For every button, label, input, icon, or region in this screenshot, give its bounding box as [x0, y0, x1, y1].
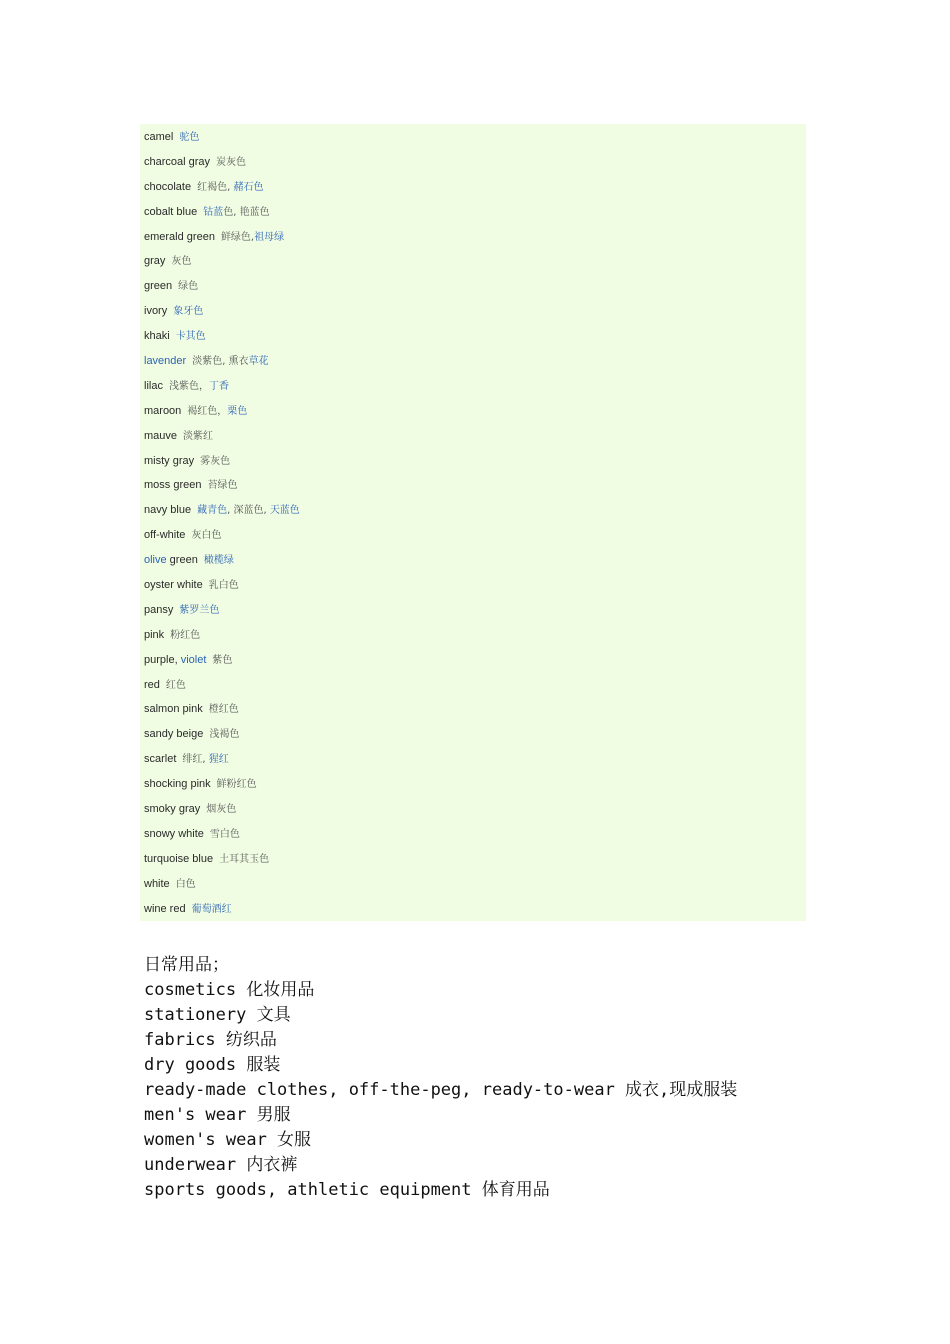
color-entry	[144, 522, 300, 547]
color-term-text: snowy white	[144, 827, 204, 840]
color-term-english	[144, 181, 191, 193]
daily-goods-item: underwear 内衣裤	[144, 1155, 298, 1175]
daily-goods-item: women's wear 女服	[144, 1130, 312, 1150]
translation-link[interactable]: 卡其色	[175, 331, 206, 343]
color-term-english	[144, 853, 213, 865]
color-entry	[144, 721, 300, 746]
color-term-text: emerald green	[144, 230, 215, 243]
color-term-english	[144, 803, 200, 815]
color-term-chinese	[221, 232, 284, 243]
translation-text: 淡紫红	[183, 430, 214, 442]
color-term-english	[144, 529, 185, 541]
color-term-text: green	[144, 280, 173, 293]
translation-link[interactable]: 天蓝色	[269, 505, 300, 517]
translation-text: 绯红,	[182, 754, 209, 766]
color-term-english	[144, 206, 197, 218]
color-term-english	[144, 878, 170, 890]
daily-goods-heading: 日常用品；	[144, 955, 229, 975]
color-term-chinese	[170, 630, 200, 641]
color-term-text: green	[166, 554, 198, 567]
color-term-link[interactable]: lavender	[144, 355, 187, 368]
translation-text: 白色	[175, 878, 196, 890]
color-term-text: maroon	[144, 404, 182, 417]
color-term-chinese	[169, 381, 229, 392]
color-term-english	[144, 753, 176, 765]
color-term-chinese	[217, 779, 257, 790]
translation-text: 苔绿色	[207, 480, 238, 492]
color-term-text: oyster white	[144, 579, 203, 592]
daily-goods-item: dry goods 服装	[144, 1055, 281, 1075]
color-term-chinese	[203, 207, 269, 218]
daily-goods-section	[144, 953, 737, 1203]
translation-text: 绿色	[178, 281, 199, 293]
color-entry	[144, 149, 300, 174]
daily-goods-item: fabrics 纺织品	[144, 1030, 277, 1050]
translation-text: 灰色	[171, 256, 192, 268]
translation-link[interactable]: 钴蓝	[203, 206, 224, 218]
daily-goods-item: ready-made clothes, off-the-peg, ready-to-wear 成衣,现成服装	[144, 1080, 738, 1100]
color-entry	[144, 224, 300, 249]
color-term-english	[144, 903, 186, 915]
color-entry	[144, 672, 300, 697]
color-entry	[144, 248, 300, 273]
color-term-text: salmon pink	[144, 703, 203, 716]
color-term-text: gray	[144, 255, 166, 268]
color-term-text: smoky gray	[144, 803, 201, 816]
color-term-chinese	[200, 456, 230, 467]
color-term-english	[144, 355, 186, 367]
translation-link[interactable]: 草花	[248, 356, 269, 368]
translation-text: 粉红色	[170, 629, 201, 641]
color-term-link[interactable]: olive	[144, 554, 167, 567]
color-term-text: sandy beige	[144, 728, 204, 741]
color-term-english	[144, 778, 211, 790]
color-term-chinese	[166, 680, 186, 691]
color-term-chinese	[178, 281, 198, 292]
color-term-text: mauve	[144, 429, 178, 442]
translation-text: 土耳其玉色	[219, 853, 270, 865]
translation-text: 浅褐色	[209, 729, 240, 741]
translation-text: 淡紫色, 熏衣	[192, 356, 249, 368]
translation-text: 雪白色	[209, 828, 240, 840]
color-term-english	[144, 131, 173, 143]
color-term-text: red	[144, 678, 160, 691]
color-term-text: ivory	[144, 305, 168, 318]
color-term-english	[144, 405, 181, 417]
translation-link[interactable]: 猩红	[208, 754, 229, 766]
color-term-english	[144, 156, 210, 168]
color-term-english	[144, 828, 204, 840]
translation-link[interactable]: 驼色	[179, 132, 200, 143]
color-term-chinese	[207, 480, 237, 491]
color-term-chinese	[176, 331, 206, 342]
translation-link[interactable]: 栗色	[227, 405, 248, 417]
daily-goods-item: men's wear 男服	[144, 1105, 291, 1125]
color-term-english	[144, 255, 165, 267]
color-term-chinese	[209, 704, 239, 715]
color-term-english	[144, 504, 191, 516]
translation-link[interactable]: 象牙色	[173, 306, 204, 318]
color-entry	[144, 298, 300, 323]
translation-text: 乳白色	[208, 580, 239, 592]
translation-link[interactable]: 紫罗兰色	[179, 604, 220, 616]
color-entry	[144, 472, 300, 497]
color-term-link[interactable]: violet	[180, 653, 207, 666]
color-term-english	[144, 579, 203, 591]
color-term-english	[144, 728, 203, 740]
color-term-english	[144, 380, 163, 392]
translation-text: 烟灰色	[206, 804, 237, 816]
color-entry	[144, 423, 300, 448]
color-term-english	[144, 679, 160, 691]
daily-goods-item: sports goods, athletic equipment 体育用品	[144, 1180, 550, 1200]
color-term-text: pink	[144, 628, 165, 641]
translation-text: 炭灰色	[216, 156, 247, 168]
color-term-text: white	[144, 877, 170, 890]
color-term-chinese	[171, 256, 191, 267]
color-term-chinese	[219, 854, 269, 865]
color-term-chinese	[187, 406, 247, 417]
translation-text: 鲜粉红色	[216, 779, 257, 791]
translation-link[interactable]: 橄榄绿	[203, 555, 234, 567]
daily-goods-list	[144, 978, 737, 1203]
color-term-text: shocking pink	[144, 778, 211, 791]
color-entry	[144, 647, 300, 672]
color-entry	[144, 597, 300, 622]
translation-text: 雾灰色	[200, 455, 231, 467]
color-term-text: lilac	[144, 379, 163, 392]
color-entry	[144, 696, 300, 721]
color-entry	[144, 771, 300, 796]
color-entry	[144, 323, 300, 348]
color-term-chinese	[182, 754, 228, 765]
translation-link[interactable]: 祖母绿	[254, 231, 285, 243]
color-term-english	[144, 604, 173, 616]
translation-text: 紫色	[212, 654, 233, 666]
color-term-chinese	[210, 829, 240, 840]
color-term-chinese	[206, 804, 236, 815]
color-term-text: scarlet	[144, 753, 177, 766]
color-term-english	[144, 554, 198, 566]
color-term-english	[144, 629, 164, 641]
color-list	[144, 124, 300, 921]
translation-text: 浅紫色，	[168, 380, 209, 392]
color-entry	[144, 199, 300, 224]
daily-goods-item: stationery 文具	[144, 1005, 291, 1025]
color-entry	[144, 124, 300, 149]
color-term-text: wine red	[144, 902, 186, 915]
color-term-chinese	[209, 580, 239, 591]
translation-text: 色, 艳蓝色	[223, 206, 270, 218]
translation-text: 红色	[165, 679, 186, 691]
translation-text: 灰白色	[191, 530, 222, 542]
color-term-text: purple,	[144, 653, 181, 666]
translation-text: 褐红色，	[187, 405, 228, 417]
color-term-chinese	[192, 904, 232, 915]
color-term-text: misty gray	[144, 454, 195, 467]
color-entry	[144, 348, 300, 373]
color-entry	[144, 373, 300, 398]
color-term-chinese	[173, 306, 203, 317]
color-term-english	[144, 703, 203, 715]
color-entry	[144, 547, 300, 572]
color-term-chinese	[183, 431, 213, 442]
color-entry	[144, 398, 300, 423]
color-term-text: moss green	[144, 479, 202, 492]
color-entry	[144, 746, 300, 771]
color-term-text: camel	[144, 131, 174, 143]
color-entry	[144, 622, 300, 647]
color-term-text: turquoise blue	[144, 852, 214, 865]
color-entry	[144, 448, 300, 473]
color-term-chinese	[216, 157, 246, 168]
color-term-chinese	[212, 655, 232, 666]
daily-goods-item: cosmetics 化妆用品	[144, 980, 315, 1000]
color-term-english	[144, 455, 194, 467]
color-term-english	[144, 654, 206, 666]
translation-text: 红褐色,	[197, 181, 234, 193]
color-term-chinese	[197, 505, 300, 516]
color-term-chinese	[192, 356, 268, 367]
color-entry	[144, 796, 300, 821]
translation-link[interactable]: 丁香	[208, 380, 229, 392]
color-entry	[144, 821, 300, 846]
color-term-text: charcoal gray	[144, 155, 211, 168]
color-term-english	[144, 305, 167, 317]
color-term-chinese	[176, 879, 196, 890]
color-term-chinese	[197, 182, 263, 193]
color-term-chinese	[179, 132, 199, 143]
translation-link[interactable]: 葡萄酒红	[191, 903, 232, 915]
color-term-text: navy blue	[144, 504, 192, 517]
color-vocabulary-panel	[140, 124, 806, 921]
color-term-english	[144, 430, 177, 442]
color-term-chinese	[179, 605, 219, 616]
translation-link[interactable]: 藏青色	[197, 505, 228, 517]
translation-text: , 深蓝色,	[227, 505, 270, 517]
color-entry	[144, 572, 300, 597]
color-term-text: off-white	[144, 529, 186, 542]
color-term-english	[144, 280, 172, 292]
translation-text: 橙红色	[208, 704, 239, 716]
color-entry	[144, 896, 300, 921]
color-term-text: chocolate	[144, 180, 192, 193]
color-term-english	[144, 330, 170, 342]
color-entry	[144, 497, 300, 522]
color-term-english	[144, 479, 201, 491]
color-entry	[144, 174, 300, 199]
translation-link[interactable]: 赭石色	[233, 181, 264, 193]
color-term-chinese	[204, 555, 234, 566]
color-term-chinese	[191, 530, 221, 541]
color-term-text: pansy	[144, 603, 174, 616]
color-entry	[144, 871, 300, 896]
color-term-chinese	[209, 729, 239, 740]
color-entry	[144, 846, 300, 871]
color-term-text: khaki	[144, 330, 170, 343]
color-term-english	[144, 231, 215, 243]
color-term-text: cobalt blue	[144, 205, 198, 218]
translation-text: 鲜绿色,	[220, 231, 255, 243]
color-entry	[144, 273, 300, 298]
